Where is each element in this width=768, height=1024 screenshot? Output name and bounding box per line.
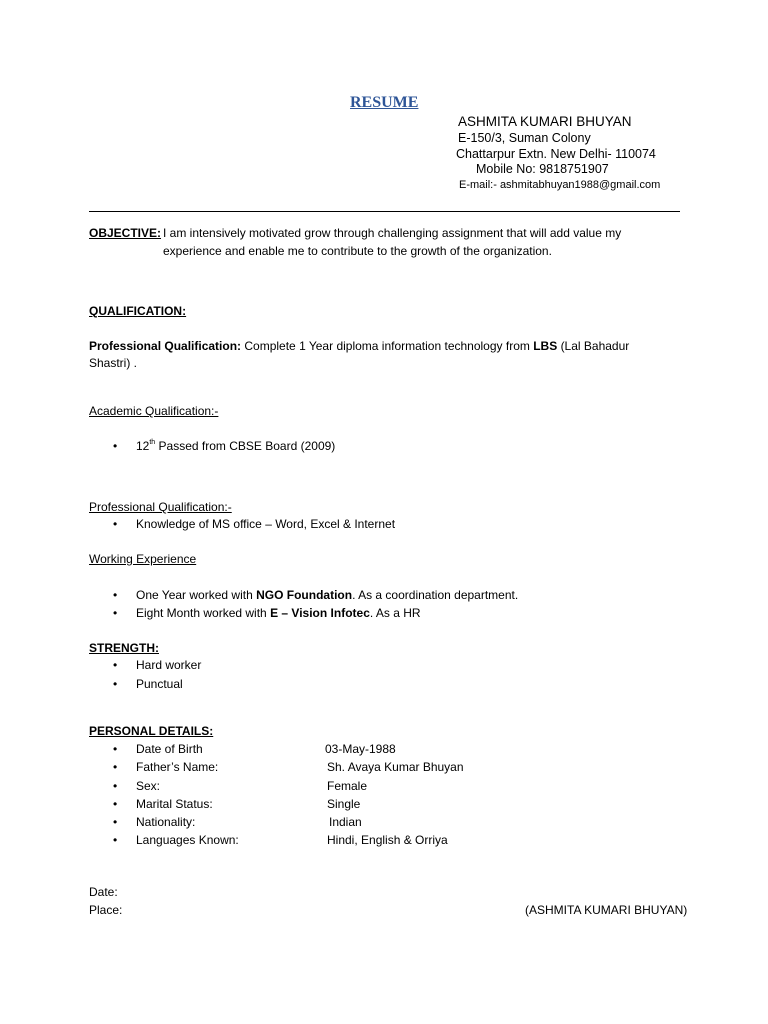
date-label: Date: <box>89 885 118 899</box>
bullet-icon: • <box>113 606 118 620</box>
strength-item: Punctual <box>136 677 183 691</box>
bullet-icon: • <box>113 588 118 602</box>
bullet-icon: • <box>113 833 118 847</box>
professional-skill-item: Knowledge of MS office – Word, Excel & Internet <box>136 517 396 531</box>
bullet-icon: • <box>113 779 118 793</box>
personal-value-marital: Single <box>327 797 361 811</box>
father-name: Avaya Kumar Bhuyan <box>347 760 464 774</box>
qualification-heading: QUALIFICATION: <box>89 304 187 318</box>
personal-label-sex: Sex: <box>136 779 161 793</box>
experience-item-1 <box>136 588 518 602</box>
experience-item-2 <box>136 606 421 620</box>
bullet-icon: • <box>113 760 118 774</box>
personal-label-dob: Date of Birth <box>136 742 203 756</box>
bullet-icon: • <box>113 677 118 691</box>
bullet-icon: • <box>113 517 118 531</box>
personal-value-father <box>327 760 464 774</box>
personal-label-languages: Languages Known: <box>136 833 239 847</box>
personal-value-nationality: Indian <box>329 815 362 829</box>
email-address: E-mail:- ashmitabhuyan1988@gmail.com <box>459 179 661 191</box>
academic-grade: 12 <box>136 439 150 453</box>
professional-qualification-text: Complete 1 Year diploma information technology from <box>244 339 530 353</box>
strength-heading: STRENGTH: <box>89 641 159 655</box>
professional-qualification-heading: Professional Qualification:- <box>89 500 232 514</box>
personal-value-dob: 03-May-1988 <box>325 742 396 756</box>
professional-qualification-line-2: Shastri) . <box>89 356 138 370</box>
experience-2-role: . As a HR <box>369 606 421 620</box>
mobile-number: Mobile No: 9818751907 <box>476 162 609 176</box>
lbs-abbrev: LBS <box>533 339 558 353</box>
bullet-icon: • <box>113 658 118 672</box>
personal-label-marital: Marital Status: <box>136 797 213 811</box>
resume-title: RESUME <box>350 94 419 111</box>
experience-2-prefix: Eight Month worked with <box>136 606 267 620</box>
address-line-2: Chattarpur Extn. New Delhi- 110074 <box>456 147 656 161</box>
academic-grade-suffix: th <box>149 439 156 446</box>
bullet-icon: • <box>113 797 118 811</box>
experience-1-role: . As a coordination department. <box>352 588 519 602</box>
personal-details-heading: PERSONAL DETAILS: <box>89 724 214 738</box>
academic-text: Passed from CBSE Board (2009) <box>158 439 336 453</box>
personal-value-sex: Female <box>327 779 368 793</box>
header-divider <box>89 211 680 212</box>
signature-name: (ASHMITA KUMARI BHUYAN) <box>525 903 688 917</box>
experience-1-org: NGO Foundation <box>256 588 353 602</box>
bullet-icon: • <box>113 742 118 756</box>
academic-qualification-heading: Academic Qualification:- <box>89 404 219 418</box>
objective-line-2: experience and enable me to contribute to the growth of the organization. <box>163 244 552 258</box>
working-experience-heading: Working Experience <box>89 552 197 566</box>
professional-qualification-label: Professional Qualification: <box>89 339 242 353</box>
candidate-name: ASHMITA KUMARI BHUYAN <box>458 114 632 129</box>
objective-line-1: I am intensively motivated grow through challenging assignment that will add value my <box>163 226 622 240</box>
personal-label-nationality: Nationality: <box>136 815 196 829</box>
bullet-icon: • <box>113 439 118 453</box>
professional-qualification-line-1 <box>89 339 629 353</box>
objective-label: OBJECTIVE: <box>89 226 162 240</box>
place-label: Place: <box>89 903 123 917</box>
father-name-prefix: Sh. <box>327 760 346 774</box>
lbs-expansion: (Lal Bahadur <box>560 339 630 353</box>
bullet-icon: • <box>113 815 118 829</box>
experience-2-org: E – Vision Infotec <box>270 606 370 620</box>
academic-item <box>136 439 335 453</box>
personal-value-languages: Hindi, English & Orriya <box>327 833 448 847</box>
strength-item: Hard worker <box>136 658 202 672</box>
experience-1-prefix: One Year worked with <box>136 588 253 602</box>
personal-label-father: Father’s Name: <box>136 760 219 774</box>
address-line-1: E-150/3, Suman Colony <box>458 131 591 145</box>
